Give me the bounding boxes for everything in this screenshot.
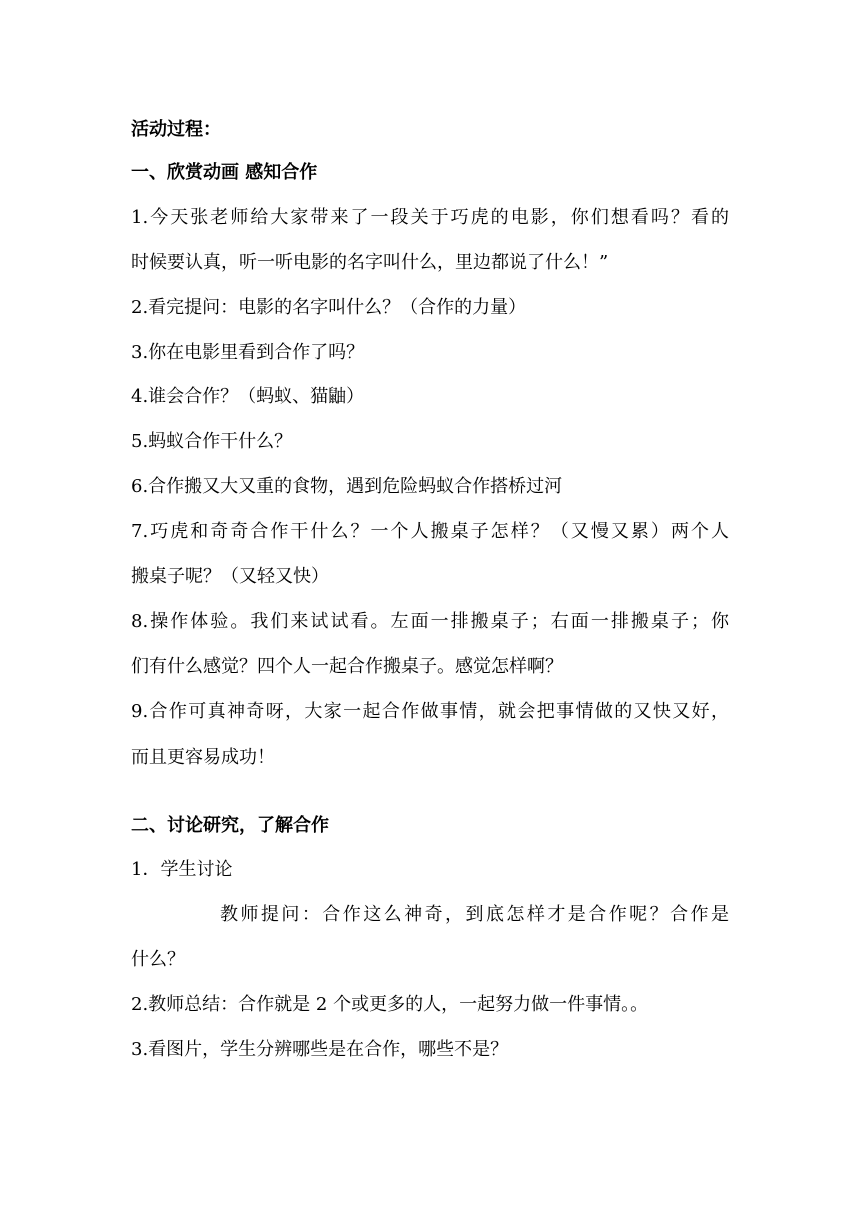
- teacher-question-line-2: 什么？: [131, 949, 185, 970]
- item-1-line-2: 时候要认真，听一听电影的名字叫什么，里边都说了什么！”: [131, 252, 609, 273]
- section-2-title: 二、讨论研究，了解合作: [131, 815, 329, 836]
- item-6: 6.合作搬又大又重的食物，遇到危险蚂蚁合作搭桥过河: [131, 476, 563, 497]
- section-1-title: 一、欣赏动画 感知合作: [131, 162, 318, 183]
- item-7-line-2: 搬桌子呢？（又轻又快）: [131, 566, 329, 587]
- section-2-item-3: 3.看图片，学生分辨哪些是在合作，哪些不是？: [131, 1039, 509, 1060]
- item-8-line-2: 们有什么感觉？四个人一起合作搬桌子。感觉怎样啊？: [131, 656, 563, 677]
- section-2-item-1: 1．学生讨论: [131, 859, 233, 880]
- item-4: 4.谁会合作？（蚂蚁、猫鼬）: [131, 386, 365, 407]
- item-5: 5.蚂蚁合作干什么？: [131, 431, 293, 452]
- item-1-line-1: 1.今天张老师给大家带来了一段关于巧虎的电影，你们想看吗？看的: [131, 207, 729, 228]
- activity-process-heading: 活动过程：: [131, 119, 221, 140]
- item-3: 3.你在电影里看到合作了吗？: [131, 342, 365, 363]
- item-7-line-1: 7.巧虎和奇奇合作干什么？一个人搬桌子怎样？（又慢又累）两个人: [131, 521, 729, 542]
- teacher-question-line-1: 教师提问：合作这么神奇，到底怎样才是合作呢？合作是: [220, 904, 729, 925]
- item-2: 2.看完提问：电影的名字叫什么？（合作的力量）: [131, 297, 527, 318]
- item-9-line-2: 而且更容易成功！: [131, 747, 275, 768]
- item-9-line-1: 9.合作可真神奇呀，大家一起合作做事情，就会把事情做的又快又好，: [131, 701, 729, 722]
- section-2-item-2: 2.教师总结：合作就是 2 个或更多的人，一起努力做一件事情。。: [131, 994, 649, 1015]
- item-8-line-1: 8.操作体验。我们来试试看。左面一排搬桌子；右面一排搬桌子；你: [131, 611, 729, 632]
